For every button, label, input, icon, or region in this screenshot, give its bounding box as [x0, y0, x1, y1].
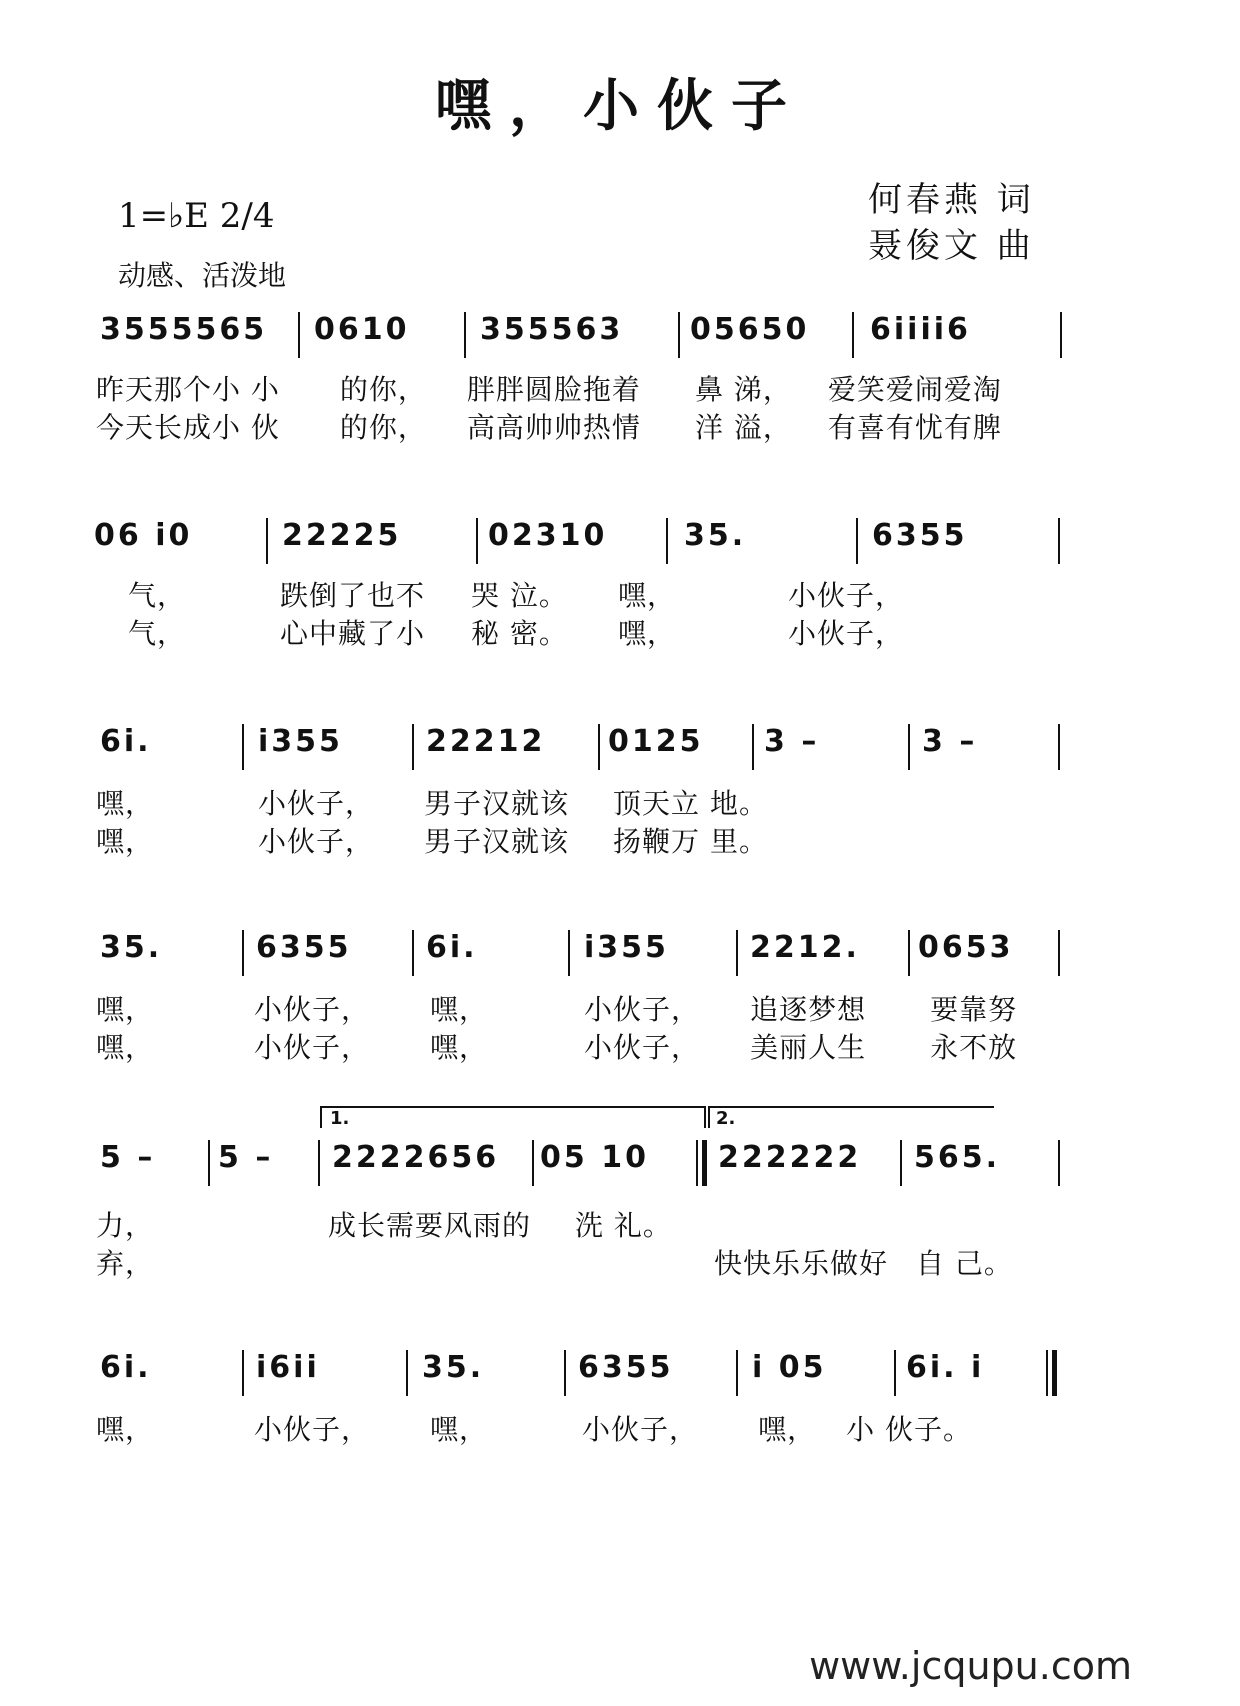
lyric-line-2: 嘿， 小伙子， 男子汉就该 扬鞭万 里。: [96, 825, 768, 858]
bar-notes: 3 –: [764, 724, 820, 759]
lyric-line-1: 气， 跌倒了也不 哭 泣。 嘿， 小伙子，: [128, 579, 904, 612]
barline: [242, 930, 244, 976]
bar-notes: 6i.: [100, 724, 152, 759]
barline: [464, 312, 466, 358]
barline: [1060, 312, 1062, 358]
final-barline: [1046, 1350, 1057, 1396]
barline: [412, 930, 414, 976]
lyric-line-2: 今天长成小 伙 的你， 高高帅帅热情 洋 溢， 有喜有忧有脾: [96, 411, 1002, 444]
barline: [568, 930, 570, 976]
bar-notes: 5 –: [100, 1140, 156, 1175]
bar-notes: 02310: [488, 518, 608, 553]
bar-notes: 2212.: [750, 930, 860, 965]
barline: [242, 724, 244, 770]
barline: [266, 518, 268, 564]
bar-notes: 6355: [578, 1350, 674, 1385]
bar-notes: 6355: [256, 930, 352, 965]
barline: [1058, 930, 1060, 976]
lyric-line-2: 气， 心中藏了小 秘 密。 嘿， 小伙子，: [128, 617, 904, 650]
lyric-line-1: 嘿， 小伙子， 嘿， 小伙子， 嘿， 小 伙子。: [96, 1413, 972, 1446]
system-3: [100, 724, 1160, 774]
barline: [208, 1140, 210, 1186]
barline: [1058, 724, 1060, 770]
bar-notes: 355563: [480, 312, 624, 347]
system-1: [100, 312, 1160, 362]
bar-notes: 6355: [872, 518, 968, 553]
tempo-marking: 动感、活泼地: [118, 259, 287, 292]
system-5: [100, 1140, 1160, 1190]
barline: [598, 724, 600, 770]
barline: [894, 1350, 896, 1396]
barline: [900, 1140, 902, 1186]
volta-bracket-1: 1.: [320, 1106, 706, 1128]
barline: [752, 724, 754, 770]
bar-notes: i6ii: [256, 1350, 320, 1385]
barline: [908, 930, 910, 976]
bar-notes: 6i.: [100, 1350, 152, 1385]
bar-notes: 222222: [718, 1140, 862, 1175]
barline: [908, 724, 910, 770]
lyric-line-1: 力， 成长需要风雨的 洗 礼。: [96, 1209, 672, 1242]
bar-notes: i355: [584, 930, 669, 965]
barline: [532, 1140, 534, 1186]
page-title: 嘿，小伙子: [435, 73, 805, 139]
barline: [678, 312, 680, 358]
bar-notes: 05650: [690, 312, 810, 347]
lyric-line-1: 嘿， 小伙子， 嘿， 小伙子， 追逐梦想 要靠努: [96, 993, 1018, 1026]
bar-notes: 35.: [422, 1350, 485, 1385]
barline: [476, 518, 478, 564]
bar-notes: 3555565: [100, 312, 268, 347]
lyric-line-1: 嘿， 小伙子， 男子汉就该 顶天立 地。: [96, 787, 768, 820]
bar-notes: 5 –: [218, 1140, 274, 1175]
barline: [856, 518, 858, 564]
lyric-line-2: 嘿， 小伙子， 嘿， 小伙子， 美丽人生 永不放: [96, 1031, 1018, 1064]
bar-notes: 06 i0: [94, 518, 193, 553]
barline: [736, 930, 738, 976]
watermark-url: www.jcqupu.com: [809, 1644, 1132, 1688]
system-2: [94, 518, 1160, 568]
key-signature: 1=♭E 2/4: [118, 196, 275, 236]
lyricist-credit: 何春燕 词: [868, 180, 1035, 220]
volta-bracket-2: 2.: [708, 1106, 994, 1128]
barline: [298, 312, 300, 358]
barline: [1058, 1140, 1060, 1186]
bar-notes: 0610: [314, 312, 410, 347]
barline: [412, 724, 414, 770]
bar-notes: 0653: [918, 930, 1014, 965]
barline: [564, 1350, 566, 1396]
bar-notes: 35.: [684, 518, 747, 553]
bar-notes: i 05: [752, 1350, 827, 1385]
bar-notes: 05 10: [540, 1140, 649, 1175]
system-4: [100, 930, 1160, 980]
composer-credit: 聂俊文 曲: [868, 226, 1035, 266]
bar-notes: 3 –: [922, 724, 978, 759]
bar-notes: i355: [258, 724, 343, 759]
bar-notes: 6iiii6: [870, 312, 971, 347]
repeat-end-barline: [696, 1140, 707, 1186]
barline: [852, 312, 854, 358]
system-6: [100, 1350, 1160, 1400]
bar-notes: 22225: [282, 518, 402, 553]
bar-notes: 6i. i: [906, 1350, 985, 1385]
barline: [736, 1350, 738, 1396]
bar-notes: 565.: [914, 1140, 1001, 1175]
bar-notes: 22212: [426, 724, 546, 759]
lyric-line-1: 昨天那个小 小 的你， 胖胖圆脸拖着 鼻 涕， 爱笑爱闹爱淘: [96, 373, 1002, 406]
bar-notes: 6i.: [426, 930, 478, 965]
barline: [242, 1350, 244, 1396]
bar-notes: 0125: [608, 724, 704, 759]
barline: [318, 1140, 320, 1186]
bar-notes: 2222656: [332, 1140, 500, 1175]
barline: [666, 518, 668, 564]
barline: [1058, 518, 1060, 564]
lyric-line-2: 弃， 快快乐乐做好 自 己。: [96, 1247, 1013, 1280]
bar-notes: 35.: [100, 930, 163, 965]
barline: [406, 1350, 408, 1396]
